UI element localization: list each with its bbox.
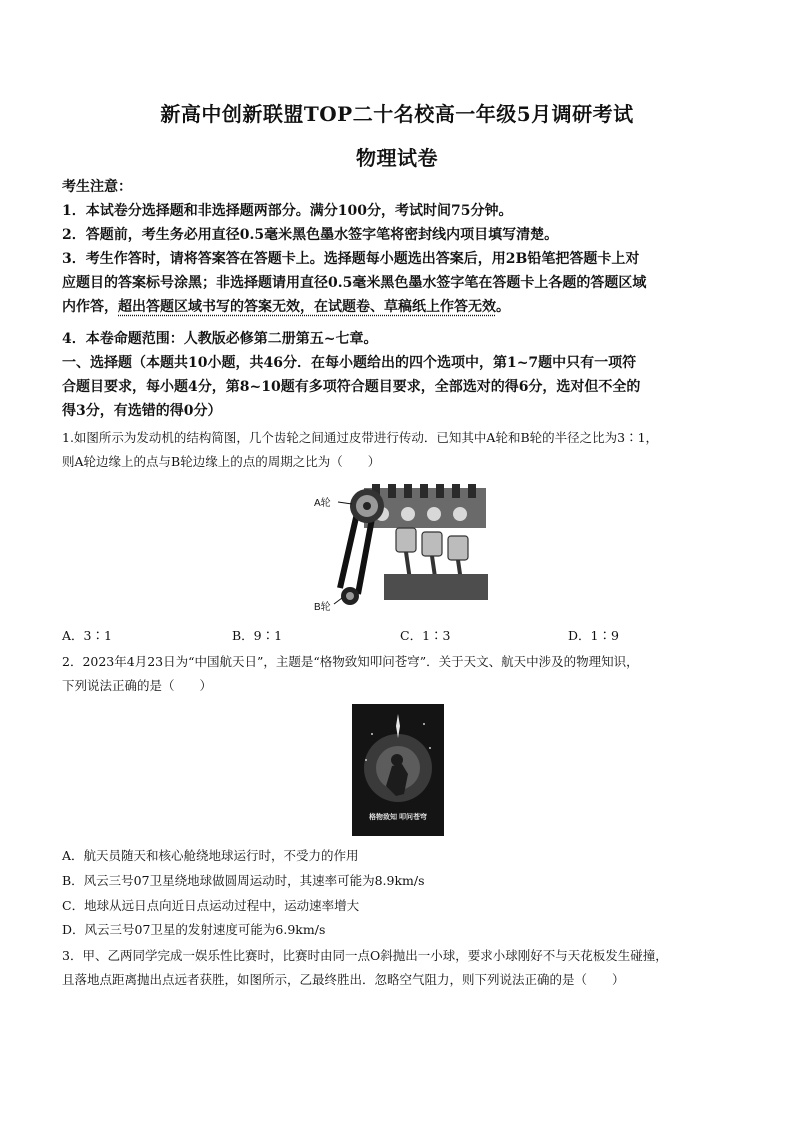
q2-option-d: D．风云三号07卫星的发射速度可能为6.9km/s (62, 922, 326, 937)
notice-heading: 考生注意： (62, 179, 132, 195)
section1-line-1: 一、选择题（本题共10小题，共46分．在每小题给出的四个选项中，第1~7题中只有一项符 (62, 355, 637, 371)
exam-title: 新高中创新联盟TOP二十名校高一年级5月调研考试 (160, 102, 634, 126)
q1-option-c: C．1∶3 (400, 628, 451, 643)
notice-item-3-line-3-start: 内作答， (62, 299, 118, 315)
engine-figure (312, 484, 490, 616)
notice-item-3-emphasis: 超出答题区域书写的答案无效，在试题卷、草稿纸上作答无效 (118, 299, 496, 315)
gear-b-label: B轮 (314, 602, 331, 613)
notice-item-3-line-2: 应题目的答案标号涂黑；非选择题请用直径0.5毫米黑色墨水签字笔在答题卡上各题的答题区域 (62, 275, 647, 291)
notice-item-3-line-3 (62, 296, 742, 316)
q2-option-a: A．航天员随天和核心舱绕地球运行时，不受力的作用 (62, 848, 359, 863)
notice-item-2: 2．答题前，考生务必用直径0.5毫米黑色墨水签字笔将密封线内项目填写清楚。 (62, 227, 559, 243)
notice-item-1: 1．本试卷分选择题和非选择题两部分。满分100分，考试时间75分钟。 (62, 203, 513, 219)
q1-option-b: B．9∶1 (232, 628, 283, 643)
q1-line-1: 1.如图所示为发动机的结构简图，几个齿轮之间通过皮带进行传动．已知其中A轮和B轮的半径之比为3∶1， (62, 430, 659, 445)
notice-item-3-line-3-end: 。 (496, 299, 510, 315)
section1-line-2: 合题目要求，每小题4分，第8~10题有多项符合题目要求，全部选对的得6分，选对但不全的 (62, 379, 641, 395)
q1-option-d: D．1∶9 (568, 628, 619, 643)
q2-option-c: C．地球从远日点向近日点运动过程中，运动速率增大 (62, 898, 360, 913)
poster-caption: 格物致知 叩问苍穹 (369, 814, 427, 821)
q3-line-2: 且落地点距离抛出点远者获胜，如图所示，乙最终胜出．忽略空气阻力，则下列说法正确的是（ ） (62, 972, 625, 987)
gear-a-label: A轮 (314, 498, 331, 509)
q1-line-2: 则A轮边缘上的点与B轮边缘上的点的周期之比为（ ） (62, 454, 381, 469)
q2-line-1: 2．2023年4月23日为“中国航天日”，主题是“格物致知叩问苍穹”．关于天文、航天中涉及的物理知识， (62, 654, 639, 669)
q2-option-b: B．风云三号07卫星绕地球做圆周运动时，其速率可能为8.9km/s (62, 873, 425, 888)
section1-line-3: 得3分，有选错的得0分） (62, 403, 222, 419)
notice-item-3-line-1: 3．考生作答时，请将答案答在答题卡上。选择题每小题选出答案后，用2B铅笔把答题卡上对 (62, 251, 640, 267)
notice-item-4: 4．本卷命题范围：人教版必修第二册第五~七章。 (62, 331, 378, 347)
q2-line-2: 下列说法正确的是（ ） (62, 678, 213, 693)
q1-option-a: A．3∶1 (62, 628, 112, 643)
q3-line-1: 3．甲、乙两同学完成一娱乐性比赛时，比赛时由同一点O斜抛出一小球，要求小球刚好不与天花板发生碰撞， (62, 948, 668, 963)
exam-subtitle: 物理试卷 (356, 146, 438, 170)
